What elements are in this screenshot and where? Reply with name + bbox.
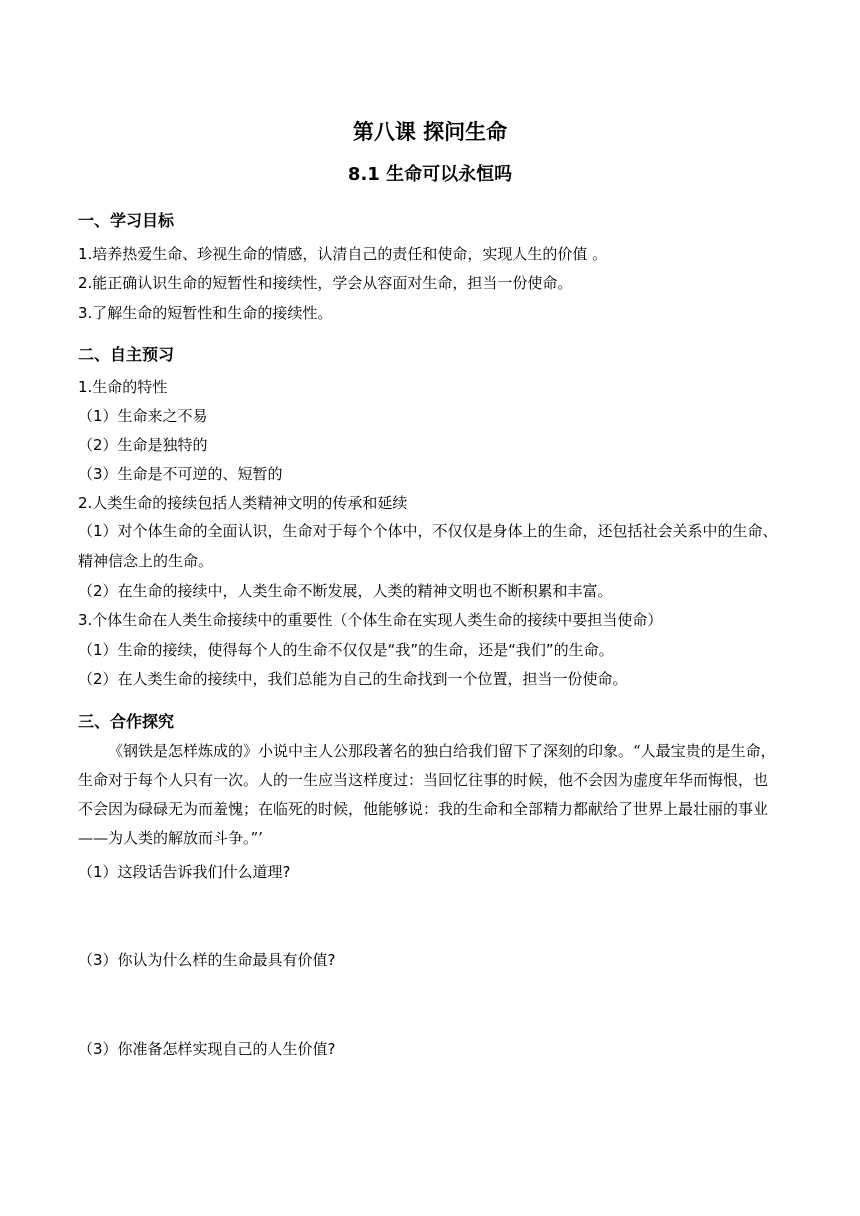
question-item: （3）你准备怎样实现自己的人生价值? <box>78 1040 336 1058</box>
preview-line: 2.人类生命的接续包括人类精神文明的传承和延续 <box>78 494 408 512</box>
preview-line: （2）在生命的接续中，人类生命不断发展，人类的精神文明也不断积累和丰富。 <box>78 582 613 600</box>
section-heading-preview: 二、自主预习 <box>78 345 175 364</box>
preview-line: （2）在人类生命的接续中，我们总能为自己的生命找到一个位置，担当一份使命。 <box>78 670 628 688</box>
goal-item: 2.能正确认识生命的短暂性和接续性，学会从容面对生命，担当一份使命。 <box>78 274 573 292</box>
preview-line: （1）生命来之不易 <box>78 407 208 425</box>
preview-paragraph: （1）对个体生命的全面认识，生命对于每个个体中，不仅仅是身体上的生命，还包括社会关系中的生命、精神信念上的生命。 <box>78 522 778 570</box>
preview-line: 1.生命的特性 <box>78 378 168 396</box>
page-title: 第八课 探问生命 <box>352 120 508 144</box>
question-item: （3）你认为什么样的生命最具有价值? <box>78 951 336 969</box>
preview-line: 3.个体生命在人类生命接续中的重要性（个体生命在实现人类生命的接续中要担当使命） <box>78 611 663 629</box>
preview-line: （2）生命是独特的 <box>78 436 208 454</box>
page-subtitle: 8.1 生命可以永恒吗 <box>347 164 513 185</box>
goal-item: 3.了解生命的短暂性和生命的接续性。 <box>78 304 333 322</box>
quote-passage: 《钢铁是怎样炼成的》小说中主人公那段著名的独白给我们留下了深刻的印象。“人最宝贵的是生命，生命对于每个人只有一次。人的一生应当这样度过：当回忆往事的时候，他不会因为虚度年华而悔恨，也不会因为碌碌无为而羞愧；在临死的时候，他能够说：我的生命和全部精力都献给了世界上最壮丽的事业——为人类的解放而斗争。”’ <box>78 742 776 847</box>
section-heading-explore: 三、合作探究 <box>78 712 175 731</box>
preview-line: （1）生命的接续，使得每个人的生命不仅仅是“我”的生命，还是“我们”的生命。 <box>78 641 614 659</box>
preview-line: （3）生命是不可逆的、短暂的 <box>78 465 283 483</box>
section-heading-goals: 一、学习目标 <box>78 211 175 230</box>
question-item: （1）这段话告诉我们什么道理? <box>78 863 291 881</box>
goal-item: 1.培养热爱生命、珍视生命的情感，认清自己的责任和使命，实现人生的价值 。 <box>78 245 608 263</box>
